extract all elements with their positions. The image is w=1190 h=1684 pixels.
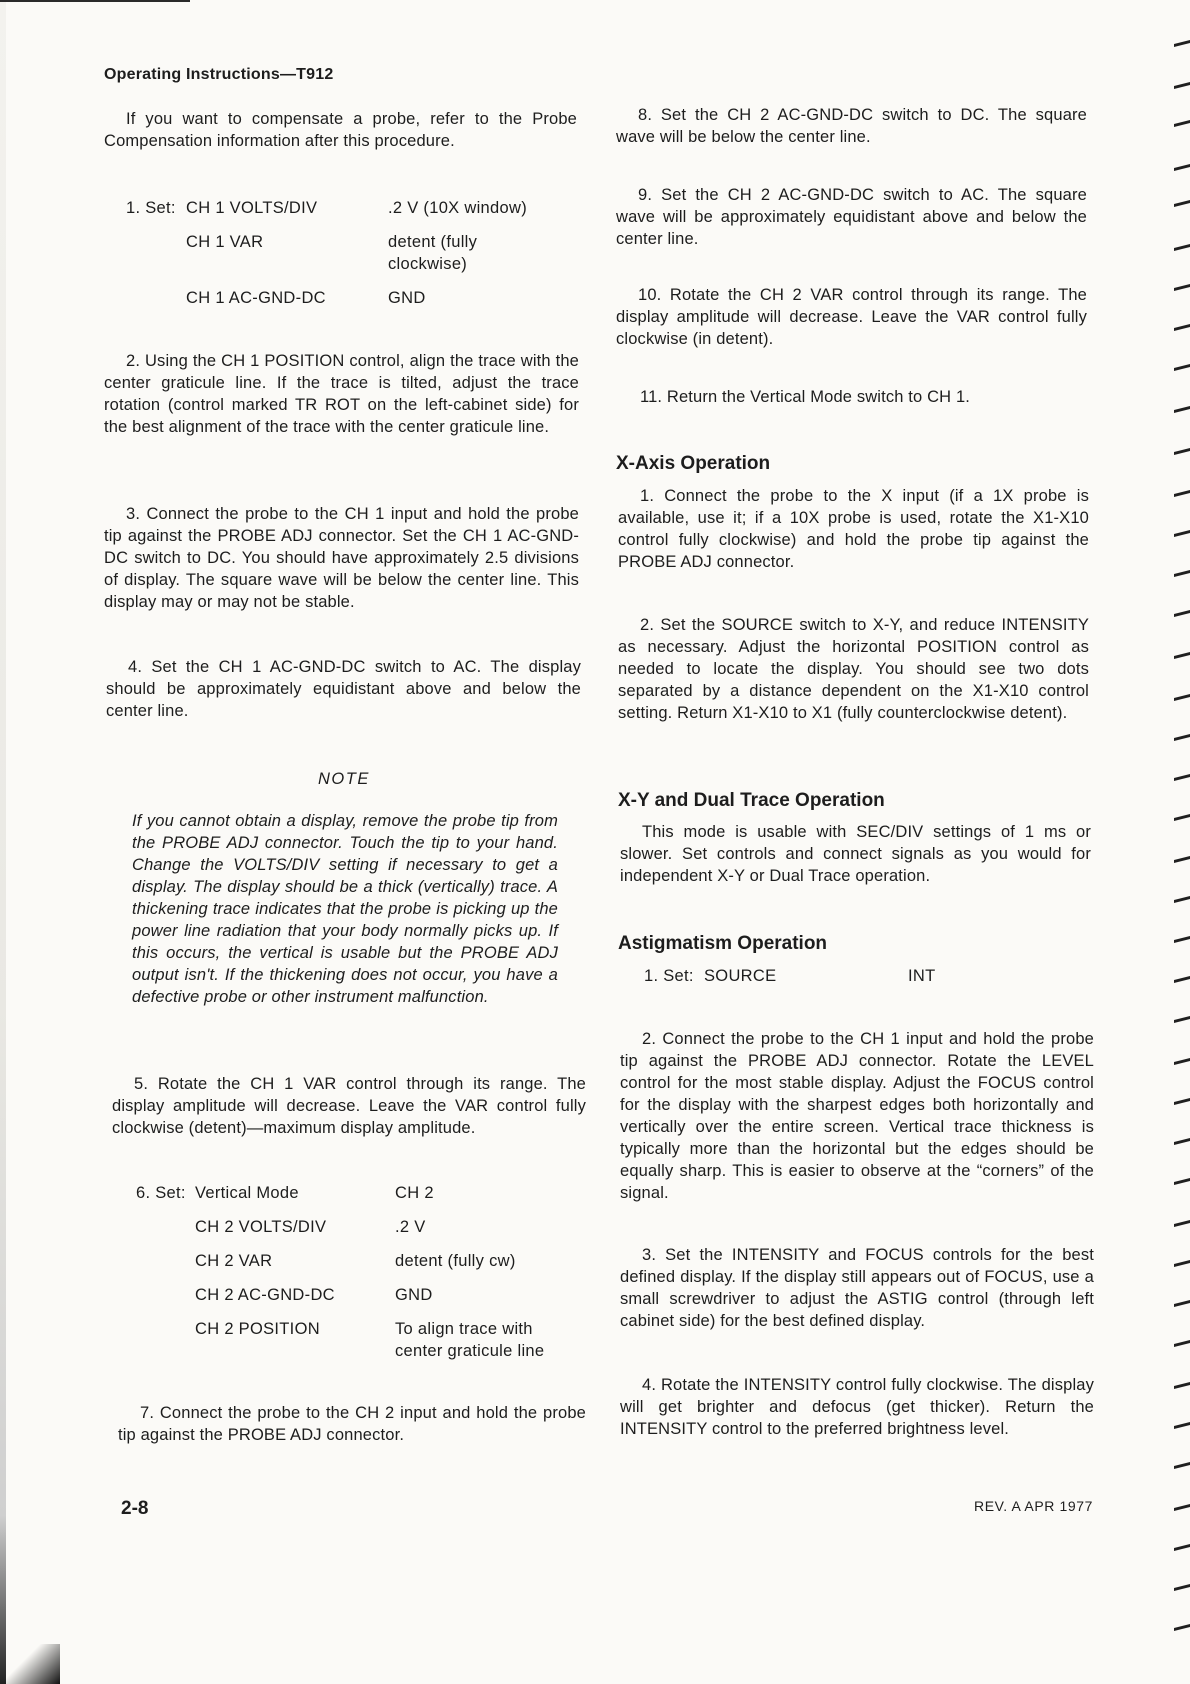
scan-left-edge bbox=[0, 0, 6, 1684]
step4-paragraph: 4. Set the CH 1 AC-GND-DC switch to AC. The display should be approximately equidistant above and below the center line. bbox=[106, 658, 581, 720]
step6-setting-mode: CH 2 bbox=[395, 1184, 434, 1202]
revision-date: REV. A APR 1977 bbox=[974, 1498, 1094, 1514]
note-title: NOTE bbox=[318, 770, 370, 788]
step1-setting-var: detent (fully bbox=[388, 233, 478, 251]
step3-paragraph: 3. Connect the probe to the CH 1 input and hold the probe tip against the PROBE ADJ connector. Set the CH 1 AC-GND-DC switch to DC. You should have approximately 2.5 divisions of display. The square wave will be below the center line. This display may or may not be stable. bbox=[104, 505, 579, 611]
step6-control-volts: CH 2 VOLTS/DIV bbox=[195, 1218, 327, 1236]
step5-paragraph: 5. Rotate the CH 1 VAR control through its range. The display amplitude will decrease. Leave the VAR control fully clockwise (detent)—maximum display amplitude. bbox=[112, 1075, 586, 1137]
step7-paragraph: 7. Connect the probe to the CH 2 input and hold the probe tip against the PROBE ADJ connector. bbox=[118, 1404, 586, 1444]
astig-step1-control: SOURCE bbox=[704, 967, 777, 985]
step6-setting-position-cont: center graticule line bbox=[395, 1342, 545, 1360]
step1-prefix: 1. Set: bbox=[126, 199, 176, 217]
step1-control-acgnddc: CH 1 AC-GND-DC bbox=[186, 289, 326, 307]
astig-step1-setting: INT bbox=[908, 967, 936, 985]
astig-step1-prefix: 1. Set: bbox=[644, 967, 694, 985]
step2-paragraph: 2. Using the CH 1 POSITION control, align the trace with the center graticule line. If the trace is tilted, adjust the trace rotation (control marked TR ROT on the left-cabinet side) for the best alignment of the trace with the center graticule line. bbox=[104, 352, 579, 436]
step11-paragraph: 11. Return the Vertical Mode switch to CH 1. bbox=[640, 388, 971, 406]
xy-dual-trace-heading: X-Y and Dual Trace Operation bbox=[618, 790, 885, 811]
step6-control-var: CH 2 VAR bbox=[195, 1252, 273, 1270]
step8-paragraph: 8. Set the CH 2 AC-GND-DC switch to DC. The square wave will be below the center line. bbox=[616, 106, 1087, 146]
intro-paragraph: If you want to compensate a probe, refer to the Probe Compensation information after this procedure. bbox=[104, 110, 577, 150]
step6-control-position: CH 2 POSITION bbox=[195, 1320, 320, 1338]
step1-setting-volts: .2 V (10X window) bbox=[388, 199, 527, 217]
scan-top-edge bbox=[0, 0, 190, 2]
astigmatism-heading: Astigmatism Operation bbox=[618, 933, 828, 954]
step9-paragraph: 9. Set the CH 2 AC-GND-DC switch to AC. The square wave will be approximately equidistant above and below the center line. bbox=[616, 186, 1087, 248]
step6-setting-var: detent (fully cw) bbox=[395, 1252, 516, 1270]
x-axis-heading: X-Axis Operation bbox=[616, 453, 771, 474]
x-axis-step2: 2. Set the SOURCE switch to X-Y, and reduce INTENSITY as necessary. Adjust the horizontal POSITION control as needed to locate the display. You should see two dots separated by a distance dependent on the X1-X10 control setting. Return X1-X10 to X1 (fully counterclockwise detent). bbox=[618, 616, 1089, 722]
step6-setting-position: To align trace with bbox=[395, 1320, 533, 1338]
running-header: Operating Instructions—T912 bbox=[104, 66, 334, 83]
xy-dual-trace-text: This mode is usable with SEC/DIV settings of 1 ms or slower. Set controls and connect signals as you would for independent X-Y or Dual Trace operation. bbox=[620, 823, 1091, 885]
x-axis-step1: 1. Connect the probe to the X input (if a 1X probe is available, use it; if a 10X probe is used, rotate the X1-X10 control fully clockwise) and hold the probe tip against the PROBE ADJ connector. bbox=[618, 487, 1089, 571]
scan-corner-shadow bbox=[0, 1644, 60, 1684]
binding-holes bbox=[1164, 0, 1190, 1684]
step1-control-volts: CH 1 VOLTS/DIV bbox=[186, 199, 318, 217]
step1-control-var: CH 1 VAR bbox=[186, 233, 264, 251]
astig-step4: 4. Rotate the INTENSITY control fully clockwise. The display will get brighter and defocus (get thicker). Return the INTENSITY control to the preferred brightness level. bbox=[620, 1376, 1094, 1438]
step6-prefix: 6. Set: bbox=[136, 1184, 186, 1202]
step1-setting-var-cont: clockwise) bbox=[388, 255, 468, 273]
step10-paragraph: 10. Rotate the CH 2 VAR control through its range. The display amplitude will decrease. Leave the VAR control fully clockwise (in detent). bbox=[616, 286, 1087, 348]
astig-step3: 3. Set the INTENSITY and FOCUS controls for the best defined display. If the display still appears out of FOCUS, use a small screwdriver to adjust the ASTIG control (through left cabinet side) for the best defined display. bbox=[620, 1246, 1094, 1330]
step6-control-mode: Vertical Mode bbox=[195, 1184, 299, 1202]
step1-setting-acgnddc: GND bbox=[388, 289, 426, 307]
step6-setting-volts: .2 V bbox=[395, 1218, 426, 1236]
step6-setting-acgnddc: GND bbox=[395, 1286, 433, 1304]
page-number: 2-8 bbox=[121, 1498, 149, 1519]
note-text: If you cannot obtain a display, remove the probe tip from the PROBE ADJ connector. Touch the tip to your hand. Change the VOLTS/DIV setting if necessary to get a display. The display should be a thick (vertically) trace. A thickening trace indicates that the probe is picking up the power line radiation that your body normally picks up. If this occurs, the vertical is usable but the PROBE ADJ output isn't. If the thickening does not occur, you have a defective probe or other instrument malfunction. bbox=[132, 812, 558, 1006]
step6-control-acgnddc: CH 2 AC-GND-DC bbox=[195, 1286, 335, 1304]
astig-step2: 2. Connect the probe to the CH 1 input and hold the probe tip against the PROBE ADJ connector. Rotate the LEVEL control for the most stable display. Adjust the FOCUS control for the display with the sharpest edges both horizontally and vertically over the entire screen. Vertical trace thickness is typically more than the horizontal but the edges should be equally sharp. This is easier to observe at the “corners” of the signal. bbox=[620, 1030, 1094, 1202]
